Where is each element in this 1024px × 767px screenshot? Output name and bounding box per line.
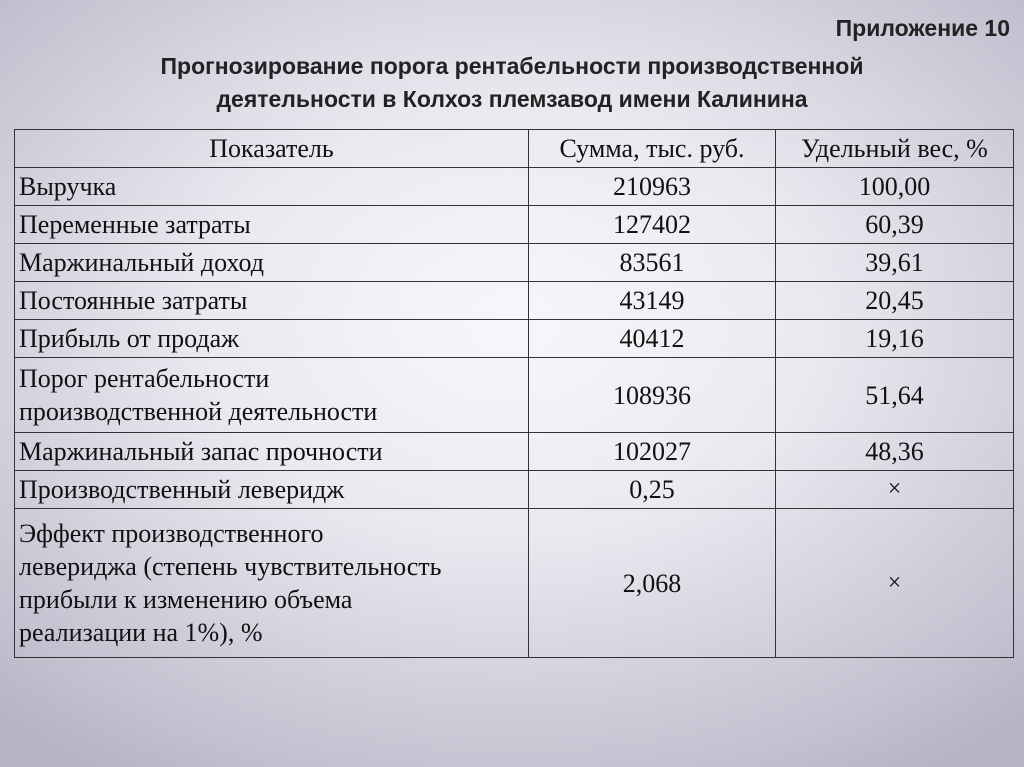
row-label-line: производственной деятельности bbox=[19, 397, 378, 426]
row-label-line: Порог рентабельности bbox=[19, 364, 270, 393]
page-title bbox=[0, 50, 1024, 116]
row-share: × bbox=[776, 471, 1014, 509]
row-label bbox=[15, 509, 529, 658]
row-label: Прибыль от продаж bbox=[15, 320, 529, 358]
title-line-2: деятельности в Колхоз племзавод имени Калинина bbox=[216, 86, 808, 112]
row-label bbox=[15, 358, 529, 433]
row-share: 39,61 bbox=[776, 244, 1014, 282]
table-row bbox=[15, 244, 1014, 282]
row-label-line: левериджа (степень чувствительность bbox=[19, 552, 442, 581]
row-sum: 83561 bbox=[529, 244, 776, 282]
row-label: Производственный левeридж bbox=[15, 471, 529, 509]
row-sum: 127402 bbox=[529, 206, 776, 244]
row-share: 100,00 bbox=[776, 168, 1014, 206]
row-label-line: прибыли к изменению объема bbox=[19, 585, 353, 614]
row-label-line: реализации на 1%), % bbox=[19, 618, 263, 647]
table-row bbox=[15, 320, 1014, 358]
row-label: Выручка bbox=[15, 168, 529, 206]
row-label-line: Эффект производственного bbox=[19, 519, 324, 548]
table-row bbox=[15, 206, 1014, 244]
row-label: Переменные затраты bbox=[15, 206, 529, 244]
row-label: Маржинальный запас прочности bbox=[15, 433, 529, 471]
appendix-label: Приложение 10 bbox=[835, 15, 1010, 41]
row-sum: 108936 bbox=[529, 358, 776, 433]
table-header-row bbox=[15, 130, 1014, 168]
row-share: 51,64 bbox=[776, 358, 1014, 433]
row-share: 19,16 bbox=[776, 320, 1014, 358]
row-share: 20,45 bbox=[776, 282, 1014, 320]
table-row bbox=[15, 433, 1014, 471]
title-line-1: Прогнозирование порога рентабельности производственной bbox=[160, 53, 864, 79]
table-row bbox=[15, 358, 1014, 433]
row-sum: 210963 bbox=[529, 168, 776, 206]
table-row bbox=[15, 168, 1014, 206]
row-sum: 2,068 bbox=[529, 509, 776, 658]
row-share: 48,36 bbox=[776, 433, 1014, 471]
row-share: × bbox=[776, 509, 1014, 658]
row-label: Маржинальный доход bbox=[15, 244, 529, 282]
row-sum: 40412 bbox=[529, 320, 776, 358]
breakeven-table bbox=[14, 129, 1014, 658]
row-share: 60,39 bbox=[776, 206, 1014, 244]
table-row bbox=[15, 282, 1014, 320]
row-sum: 0,25 bbox=[529, 471, 776, 509]
row-label: Постоянные затраты bbox=[15, 282, 529, 320]
column-header-indicator: Показатель bbox=[15, 130, 529, 168]
table-row bbox=[15, 471, 1014, 509]
row-sum: 102027 bbox=[529, 433, 776, 471]
column-header-share: Удельный вес, % bbox=[776, 130, 1014, 168]
column-header-sum: Сумма, тыс. руб. bbox=[529, 130, 776, 168]
row-sum: 43149 bbox=[529, 282, 776, 320]
table-row bbox=[15, 509, 1014, 658]
